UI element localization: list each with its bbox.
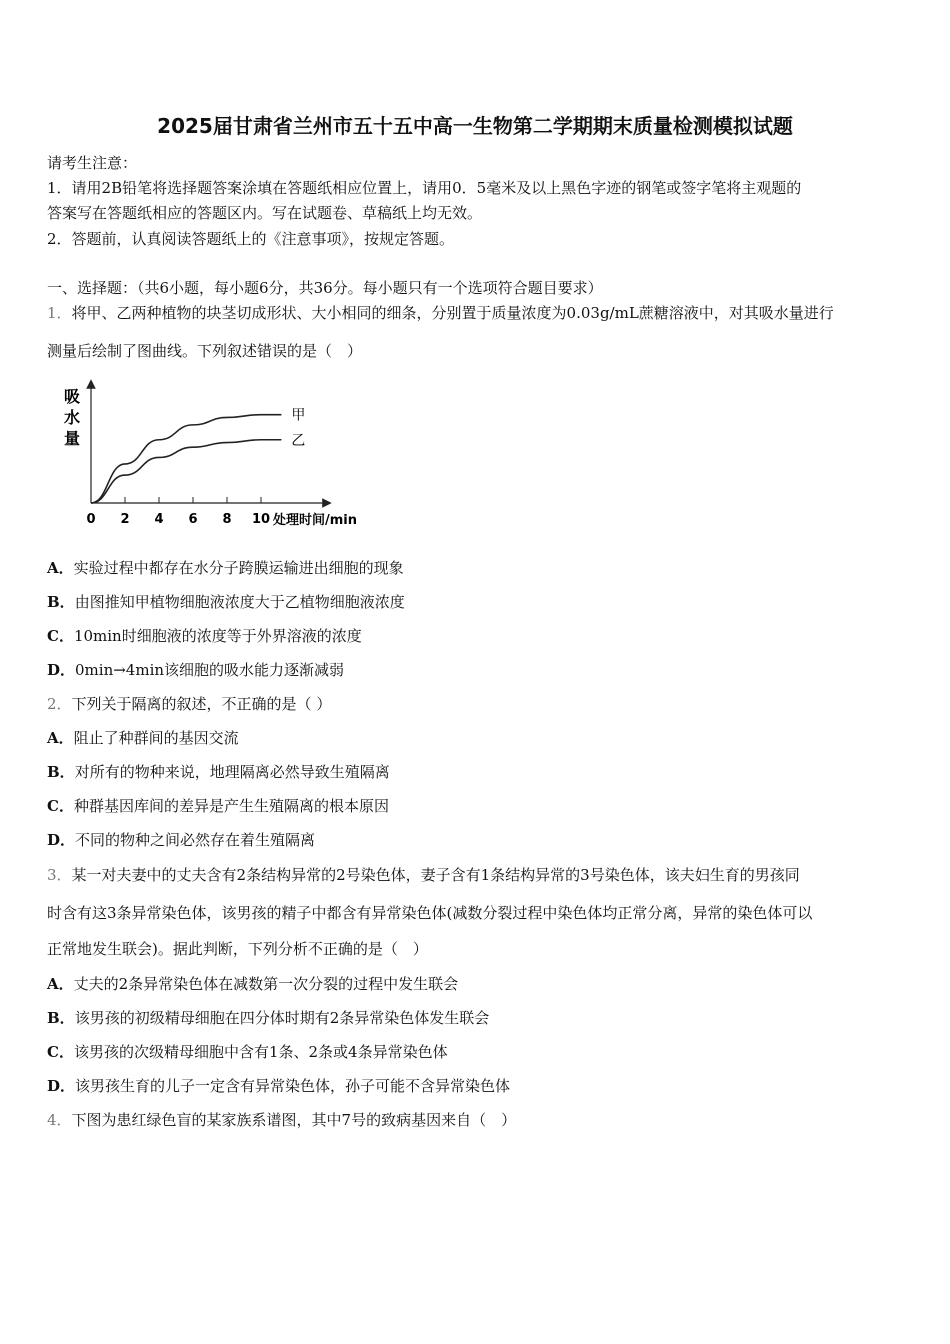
question-number: 3． — [47, 866, 72, 884]
question-4-stem — [47, 1109, 516, 1130]
question-1-line-1 — [47, 302, 834, 323]
series-label-乙: 乙 — [291, 432, 306, 449]
question-1-option-a[interactable]: A．实验过程中都存在水分子跨膜运输进出细胞的现象 — [47, 559, 404, 577]
question-text: 某一对夫妻中的丈夫含有2条结构异常的2号染色体，妻子含有1条结构异常的3号染色体，该夫妇生育的男孩同 — [71, 866, 800, 884]
notice-item-1-line-1: 1．请用2B铅笔将选择题答案涂填在答题纸相应位置上，请用0．5毫米及以上黑色字迹的钢笔或签字笔将主观题的 — [47, 179, 802, 197]
x-tick-label: 2 — [120, 512, 130, 527]
question-2-option-d[interactable]: D．不同的物种之间必然存在着生殖隔离 — [47, 831, 316, 849]
notice-heading: 请考生注意： — [47, 154, 138, 172]
question-1-option-d[interactable]: D．0min→4min该细胞的吸水能力逐渐减弱 — [47, 661, 345, 679]
question-text: 下列关于隔离的叙述，不正确的是（ ） — [71, 695, 332, 713]
question-number: 4． — [47, 1111, 72, 1129]
x-tick-label: 6 — [188, 512, 198, 527]
question-3-option-c[interactable]: C．该男孩的次级精母细胞中含有1条、2条或4条异常染色体 — [47, 1043, 448, 1061]
question-3-option-b[interactable]: B．该男孩的初级精母细胞在四分体时期有2条异常染色体发生联会 — [47, 1009, 490, 1027]
page-title: 2025届甘肃省兰州市五十五中高一生物第二学期期末质量检测模拟试题 — [157, 114, 793, 138]
water-absorption-chart — [55, 378, 385, 538]
question-text: 将甲、乙两种植物的块茎切成形状、大小相同的细条，分别置于质量浓度为0.03g/mL蔗糖溶液中，对其吸水量进行 — [71, 304, 834, 322]
question-number: 1． — [47, 304, 72, 322]
question-number: 2． — [47, 695, 72, 713]
question-3-option-a[interactable]: A．丈夫的2条异常染色体在减数第一次分裂的过程中发生联会 — [47, 975, 459, 993]
x-tick-label: 8 — [222, 512, 232, 527]
question-3-line-1 — [47, 864, 800, 885]
y-axis-label-char: 量 — [64, 429, 81, 448]
question-1-option-b[interactable]: B．由图推知甲植物细胞液浓度大于乙植物细胞液浓度 — [47, 593, 405, 611]
question-3-option-d[interactable]: D．该男孩生育的儿子一定含有异常染色体，孙子可能不含异常染色体 — [47, 1077, 511, 1095]
series-line-乙 — [91, 440, 281, 503]
notice-item-2: 2．答题前，认真阅读答题纸上的《注意事项》，按规定答题。 — [47, 230, 455, 248]
y-axis-label-char: 吸 — [64, 387, 81, 406]
question-2-option-a[interactable]: A．阻止了种群间的基因交流 — [47, 729, 239, 747]
question-3-line-3: 正常地发生联会)。据此判断，下列分析不正确的是（ ） — [47, 940, 428, 958]
question-1-option-c[interactable]: C．10min时细胞液的浓度等于外界溶液的浓度 — [47, 627, 362, 645]
section-heading: 一、选择题：（共6小题，每小题6分，共36分。每小题只有一个选项符合题目要求） — [47, 279, 603, 297]
x-tick-label: 0 — [86, 512, 96, 527]
question-3-line-2: 时含有这3条异常染色体，该男孩的精子中都含有异常染色体(减数分裂过程中染色体均正常分离，异常的染色体可以 — [47, 904, 813, 922]
question-1-line-2: 测量后绘制了图曲线。下列叙述错误的是（ ） — [47, 342, 363, 360]
series-label-甲: 甲 — [291, 407, 306, 424]
x-tick-label: 10 — [251, 512, 271, 527]
x-tick-label: 4 — [154, 512, 164, 527]
y-axis-label-char: 水 — [64, 408, 81, 427]
x-axis-label: 处理时间/min — [273, 513, 358, 528]
question-2-option-c[interactable]: C．种群基因库间的差异是产生生殖隔离的根本原因 — [47, 797, 389, 815]
question-2-stem — [47, 693, 331, 714]
notice-item-1-line-2: 答案写在答题纸相应的答题区内。写在试题卷、草稿纸上均无效。 — [47, 204, 483, 222]
series-line-甲 — [91, 415, 281, 503]
question-2-option-b[interactable]: B．对所有的物种来说，地理隔离必然导致生殖隔离 — [47, 763, 390, 781]
question-text: 下图为患红绿色盲的某家族系谱图，其中7号的致病基因来自（ ） — [71, 1111, 517, 1129]
